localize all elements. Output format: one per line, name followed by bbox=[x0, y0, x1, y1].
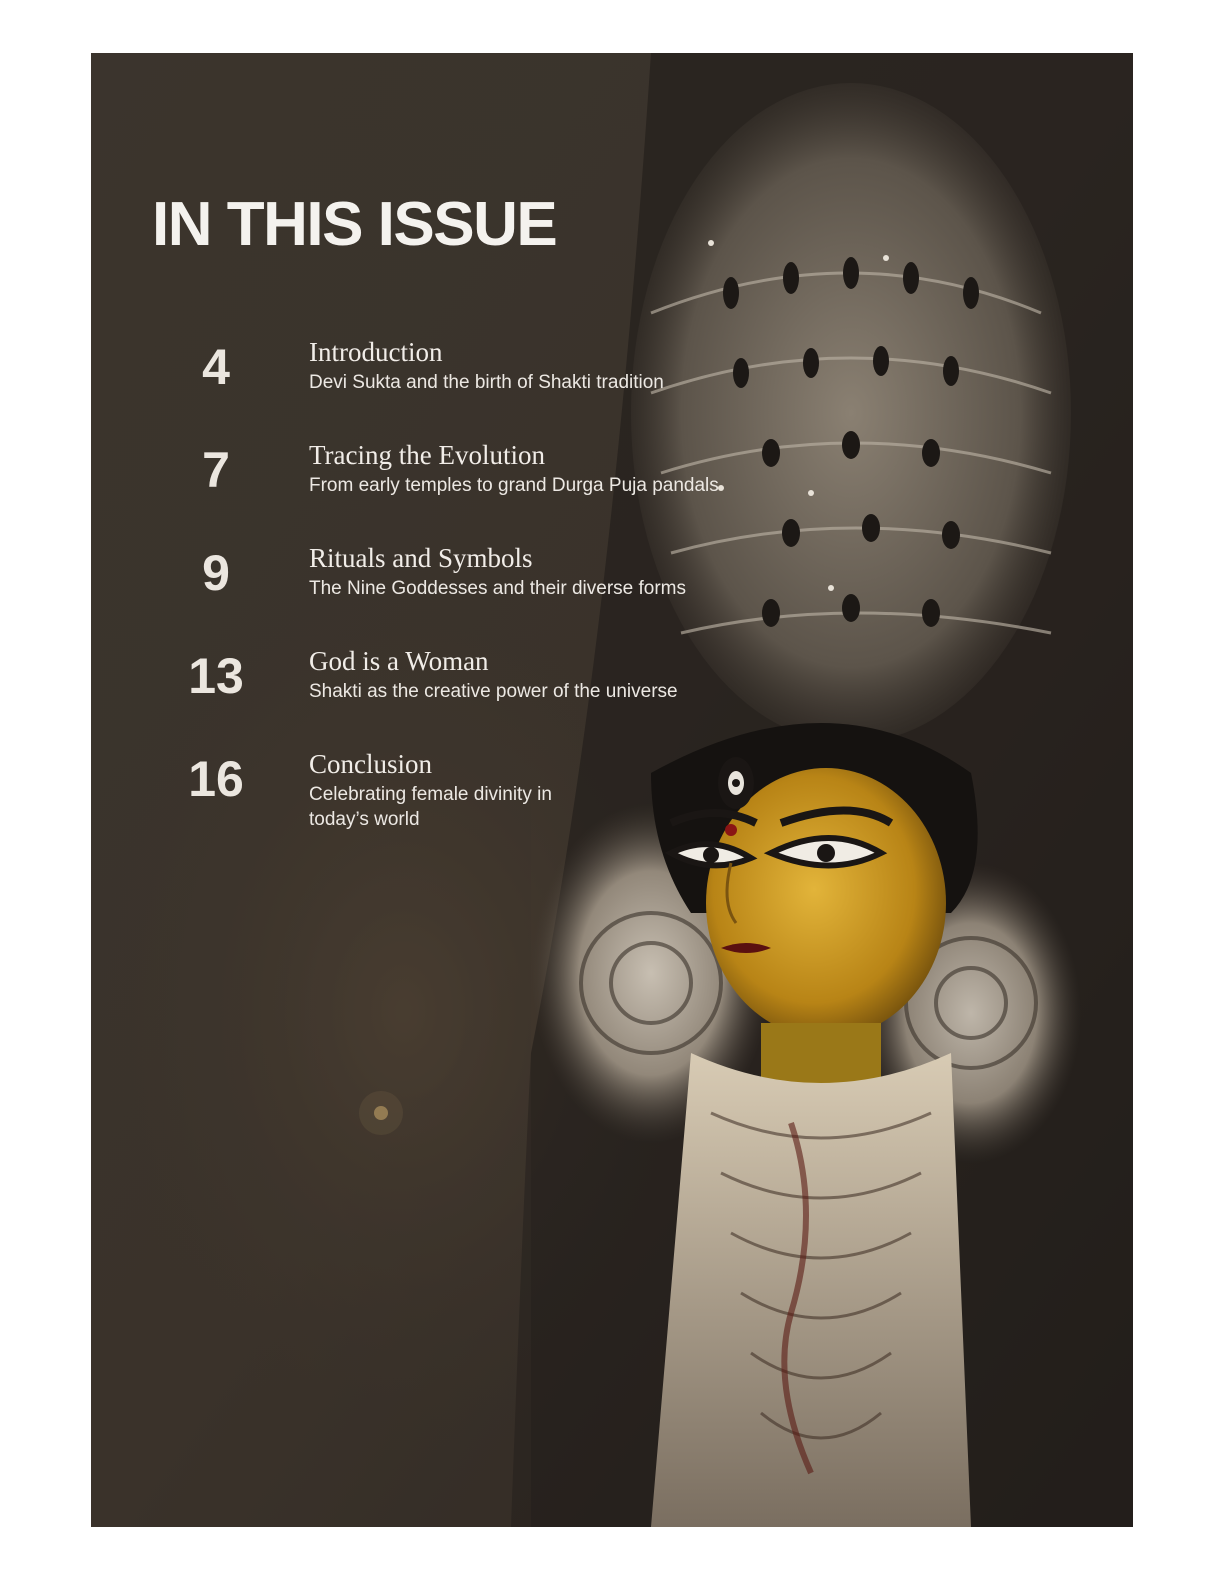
toc-subtitle: Celebrating female divinity in today’s world bbox=[309, 784, 552, 830]
toc-heading: Tracing the Evolution bbox=[309, 440, 545, 470]
toc-subtitle: Shakti as the creative power of the universe bbox=[309, 681, 678, 702]
page-title: IN THIS ISSUE bbox=[152, 190, 557, 259]
toc-heading: God is a Woman bbox=[309, 646, 489, 676]
toc-heading: Introduction bbox=[309, 337, 443, 367]
toc-subtitle: The Nine Goddesses and their diverse forms bbox=[309, 578, 687, 599]
toc-page-number: 13 bbox=[188, 648, 244, 704]
toc-heading: Conclusion bbox=[309, 749, 433, 779]
toc-page-number: 7 bbox=[202, 442, 230, 498]
toc-heading: Rituals and Symbols bbox=[309, 543, 533, 573]
toc-page-number: 4 bbox=[202, 339, 230, 395]
toc-subtitle: Devi Sukta and the birth of Shakti tradition bbox=[309, 372, 664, 393]
toc-subtitle: From early temples to grand Durga Puja pandals bbox=[309, 475, 719, 496]
toc-page-number: 16 bbox=[188, 751, 244, 807]
magazine-page bbox=[91, 53, 1133, 1527]
toc-page-number: 9 bbox=[202, 545, 230, 601]
